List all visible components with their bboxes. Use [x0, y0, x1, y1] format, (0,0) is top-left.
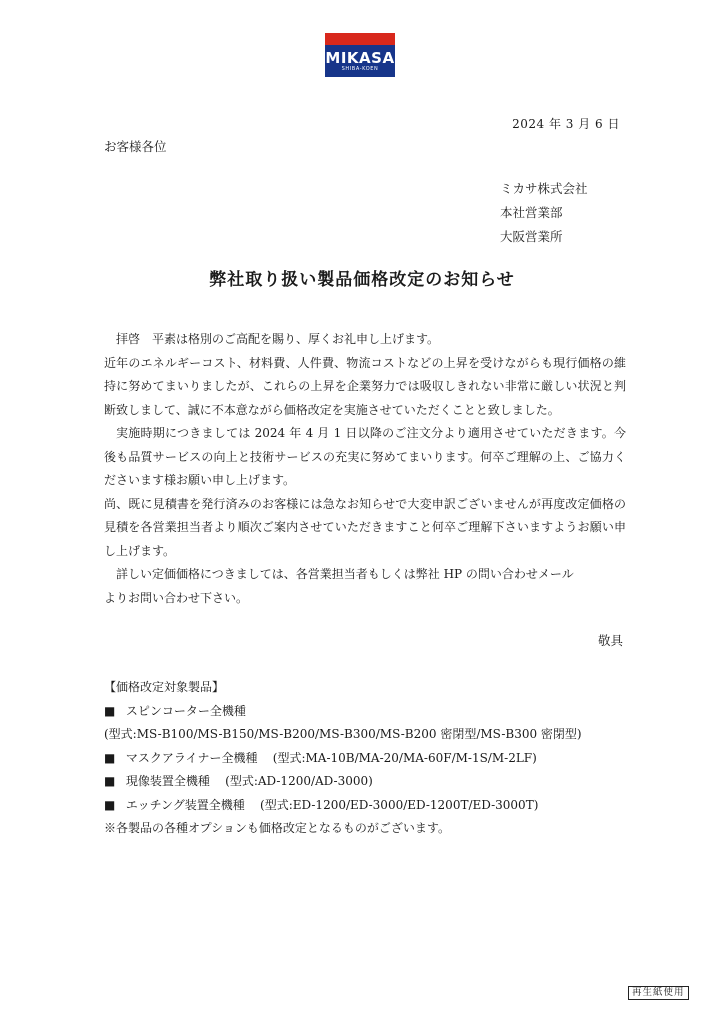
logo-word: MIKASA	[325, 48, 395, 67]
logo-blue-band	[325, 45, 395, 77]
body-paragraph-quotes: 尚、既に見積書を発行済みのお客様には急なお知らせで大変申訳ございませんが再度改定価格の見積を各営業担当者より順次ご案内させていただきますこと何卒ご理解下さいますようお願い申し上げます。	[104, 496, 626, 558]
body-paragraph-effective-date: 実施時期につきましては 2024 年 4 月 1 日以降のご注文分より適用させていただきます。今後も品質サービスの向上と技術サービスの充実に努めてまいります。何卒ご理解の上、ご協力くださいます様お願い申し上げます。	[104, 426, 626, 487]
bullet-square-icon: ■	[104, 797, 116, 812]
product-item	[104, 700, 644, 724]
product-options-note: ※各製品の各種オプションも価格改定となるものがございます。	[104, 821, 450, 835]
bullet-square-icon: ■	[104, 750, 116, 765]
product-models	[104, 723, 644, 747]
body-paragraph-contact-2: よりお問い合わせ下さい。	[104, 590, 249, 605]
body-paragraph-contact-1: 詳しい定価価格につきましては、各営業担当者もしくは弊社 HP の問い合わせメール	[116, 567, 574, 581]
sender-dept-hq: 本社営業部	[500, 205, 563, 220]
product-item	[104, 794, 644, 818]
body-paragraph-reason: 近年のエネルギーコスト、材料費、人件費、物流コストなどの上昇を受けながらも現行価格の維持に努めてまいりましたが、これらの上昇を企業努力では吸収しきれない非常に厳しい状況と判断致しまして、誠に不本意ながら価格改定を実施させていただくことと致しました。	[104, 355, 626, 417]
closing-keigu: 敬具	[597, 633, 623, 648]
document-date: 2024 年 3 月 6 日	[512, 117, 620, 131]
sender-company: ミカサ株式会社	[500, 181, 588, 196]
product-model-list: (型式:MA-10B/MA-20/MA-60F/M-1S/M-2LF)	[272, 750, 537, 765]
sender-dept-osaka: 大阪営業所	[500, 229, 563, 244]
product-model-list: (型式:AD-1200/AD-3000)	[225, 774, 373, 788]
logo-subtitle: SHIBA-KOEN	[341, 65, 379, 72]
product-name: スピンコーター全機種	[125, 703, 246, 718]
product-name: マスクアライナー全機種	[125, 750, 258, 765]
body-greeting: 拝啓 平素は格別のご高配を賜り、厚くお礼申し上げます。	[116, 332, 440, 346]
product-model-list: (型式:MS-B100/MS-B150/MS-B200/MS-B300/MS-B200 密閉型/MS-B300 密閉型)	[104, 727, 582, 741]
product-name: エッチング装置全機種	[125, 797, 245, 812]
logo-red-band	[325, 33, 395, 45]
mikasa-logo	[325, 33, 395, 86]
product-model-list: (型式:ED-1200/ED-3000/ED-1200T/ED-3000T)	[260, 797, 539, 812]
sender-block	[500, 177, 588, 249]
recycled-paper-mark: 再生紙使用	[628, 986, 689, 1000]
product-name: 現像装置全機種	[125, 774, 210, 788]
product-item	[104, 770, 644, 794]
recipient: お客様各位	[104, 139, 167, 154]
bullet-square-icon: ■	[104, 703, 116, 718]
product-item	[104, 747, 644, 771]
letter-body	[104, 328, 626, 610]
bullet-square-icon: ■	[104, 774, 116, 788]
product-list	[104, 676, 644, 841]
product-list-heading: 【価格改定対象製品】	[104, 680, 225, 694]
document-title: 弊社取り扱い製品価格改定のお知らせ	[209, 270, 515, 290]
